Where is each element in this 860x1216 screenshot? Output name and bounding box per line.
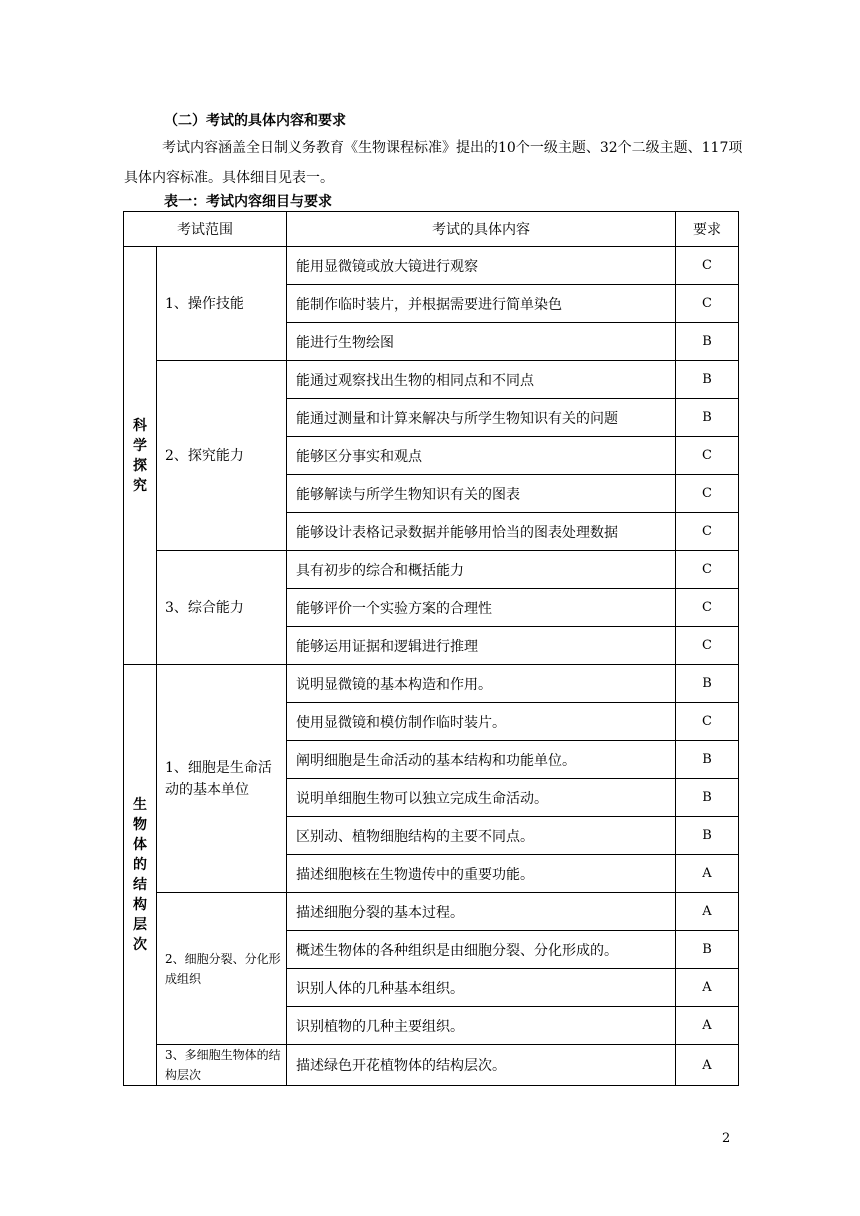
requirement-level: A — [676, 1007, 739, 1045]
table-row — [124, 361, 739, 399]
requirement-level: B — [676, 741, 739, 779]
content-item: 说明显微镜的基本构造和作用。 — [287, 665, 676, 703]
content-item: 能进行生物绘图 — [287, 323, 676, 361]
requirement-level: B — [676, 817, 739, 855]
category-text: 科学探究 — [133, 417, 147, 494]
requirement-level: A — [676, 855, 739, 893]
requirement-level: C — [676, 703, 739, 741]
subtopic-label: 3、多细胞生物体的结构层次 — [157, 1045, 287, 1086]
requirement-level: C — [676, 627, 739, 665]
requirement-level: B — [676, 361, 739, 399]
requirement-level: C — [676, 589, 739, 627]
content-item: 描述绿色开花植物体的结构层次。 — [287, 1045, 676, 1086]
content-item: 能通过观察找出生物的相同点和不同点 — [287, 361, 676, 399]
page-number: 2 — [722, 1131, 731, 1146]
category-text: 生物体的结构层次 — [133, 797, 147, 953]
content-item: 阐明细胞是生命活动的基本结构和功能单位。 — [287, 741, 676, 779]
content-item: 识别人体的几种基本组织。 — [287, 969, 676, 1007]
table-body — [124, 247, 739, 1086]
table-caption: 表一：考试内容细目与要求 — [164, 194, 332, 210]
subtopic-label: 1、操作技能 — [157, 247, 287, 361]
requirement-level: C — [676, 551, 739, 589]
requirement-level: A — [676, 969, 739, 1007]
header-content: 考试的具体内容 — [287, 212, 676, 247]
intro-paragraph: 考试内容涵盖全日制义务教育《生物课程标准》提出的10个一级主题、32个二级主题、117项具体内容标准。具体细目见表一。 — [124, 140, 743, 186]
table-row — [124, 551, 739, 589]
content-item: 能够评价一个实验方案的合理性 — [287, 589, 676, 627]
table-row — [124, 1045, 739, 1086]
requirement-level: B — [676, 779, 739, 817]
requirement-level: C — [676, 513, 739, 551]
content-item: 识别植物的几种主要组织。 — [287, 1007, 676, 1045]
content-item: 描述细胞核在生物遗传中的重要功能。 — [287, 855, 676, 893]
content-item: 具有初步的综合和概括能力 — [287, 551, 676, 589]
subtopic-label: 2、细胞分裂、分化形成组织 — [157, 893, 287, 1045]
content-item: 区别动、植物细胞结构的主要不同点。 — [287, 817, 676, 855]
subtopic-label: 2、探究能力 — [157, 361, 287, 551]
requirement-level: B — [676, 323, 739, 361]
requirement-level: B — [676, 931, 739, 969]
content-item: 能用显微镜或放大镜进行观察 — [287, 247, 676, 285]
content-item: 能制作临时装片，并根据需要进行简单染色 — [287, 285, 676, 323]
section-heading: （二）考试的具体内容和要求 — [164, 113, 346, 129]
requirement-level: C — [676, 285, 739, 323]
category-label — [124, 665, 157, 1086]
requirement-level: C — [676, 247, 739, 285]
requirement-level: B — [676, 665, 739, 703]
content-table — [123, 211, 739, 1086]
requirement-level: A — [676, 893, 739, 931]
header-requirement: 要求 — [676, 212, 739, 247]
content-item: 说明单细胞生物可以独立完成生命活动。 — [287, 779, 676, 817]
content-item: 能够设计表格记录数据并能够用恰当的图表处理数据 — [287, 513, 676, 551]
requirement-level: C — [676, 475, 739, 513]
content-item: 能够运用证据和逻辑进行推理 — [287, 627, 676, 665]
table-row — [124, 893, 739, 931]
table-row — [124, 665, 739, 703]
content-item: 能通过测量和计算来解决与所学生物知识有关的问题 — [287, 399, 676, 437]
category-label — [124, 247, 157, 665]
content-item: 使用显微镜和模仿制作临时装片。 — [287, 703, 676, 741]
content-item: 能够区分事实和观点 — [287, 437, 676, 475]
content-item: 概述生物体的各种组织是由细胞分裂、分化形成的。 — [287, 931, 676, 969]
subtopic-label: 3、综合能力 — [157, 551, 287, 665]
requirement-level: C — [676, 437, 739, 475]
header-scope: 考试范围 — [124, 212, 287, 247]
requirement-level: B — [676, 399, 739, 437]
content-item: 描述细胞分裂的基本过程。 — [287, 893, 676, 931]
table-row — [124, 247, 739, 285]
subtopic-label: 1、细胞是生命活动的基本单位 — [157, 665, 287, 893]
requirement-level: A — [676, 1045, 739, 1086]
content-item: 能够解读与所学生物知识有关的图表 — [287, 475, 676, 513]
